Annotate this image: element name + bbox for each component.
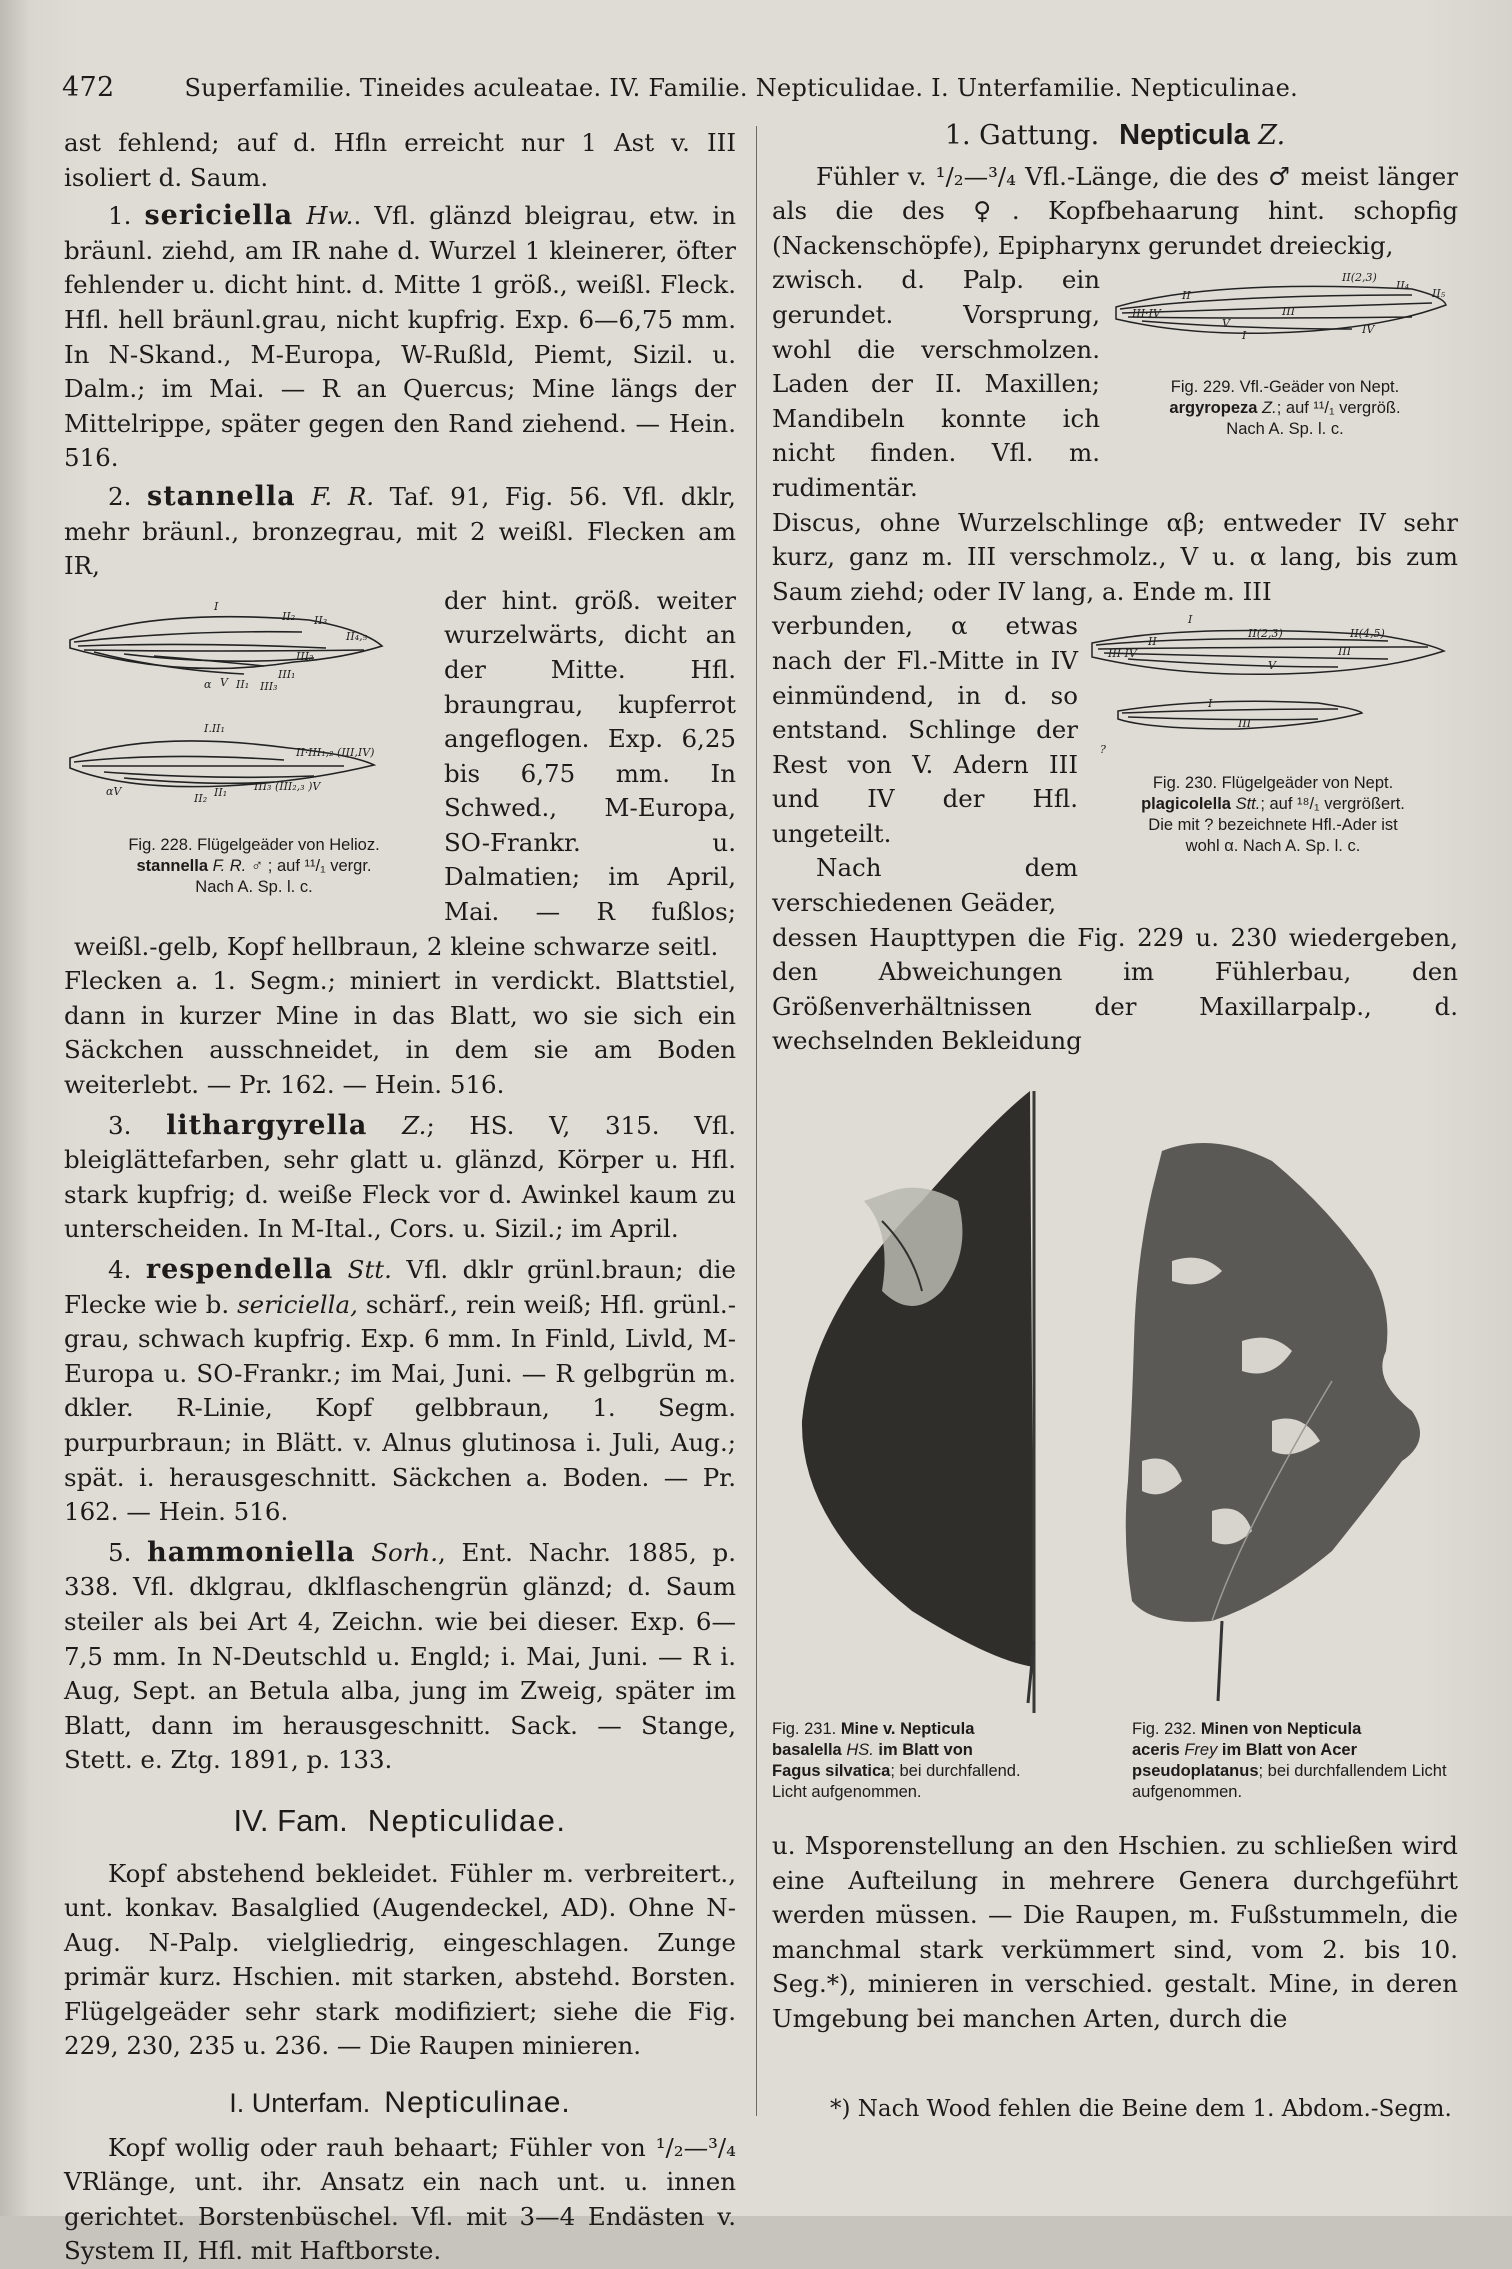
acer-leaf — [1126, 1143, 1420, 1622]
figure-229-wing-venation — [1112, 267, 1458, 367]
svg-text:II(4,5): II(4,5) — [1350, 627, 1385, 641]
species-3-name: lithargyrella — [166, 1109, 368, 1141]
svg-text:α: α — [204, 677, 212, 691]
species-4-entry: 4. respendella Stt. Vfl. dklr grünl.braun; die Flecke wie b. sericiella, schärf., rein weiß; Hfl. grünl.-grau, schwach kupfrig. Exp. 6 mm. In Finld, Livld, M-Europa u. SO-Frankr.; im Mai, Juni. — R gelbgrün m. dkler. R-Linie, Kopf gelbbraun, 1. Segm. purpurbraun; in Blätt. v. Alnus glutinosa i. Juli, Aug.; spät. i. herausgeschnitt. Säckchen a. Boden. — Pr. 162. — Hein. 516. — [64, 1254, 737, 1527]
svg-text:V: V — [1222, 317, 1230, 331]
family-description: Kopf abstehend bekleidet. Fühler m. verbreitert., unt. konkav. Basalglied (Augendeckel, AD). Ohne N-Aug. N-Palp. vielgliedrig, eingeschlagen. Zunge primär kurz. Hschien. mit starken, abstehd. Borsten. Flügelgeäder sehr stark modifiziert; siehe die Fig. 229, 230, 235 u. 236. — Die Raupen minieren. — [64, 1858, 736, 2061]
genus-paragraph-2a: Nach dem verschiedenen Geäder, — [772, 853, 1078, 918]
svg-text:II₄: II₄ — [1396, 279, 1410, 293]
svg-text:III₂: III₂ — [296, 649, 314, 663]
svg-text:I: I — [214, 599, 219, 613]
species-4-name: respendella — [145, 1254, 334, 1285]
right-column — [772, 118, 1458, 2037]
svg-text:II₃: II₃ — [314, 613, 328, 627]
intro-paragraph: ast fehlend; auf d. Hfln erreicht nur 1 Ast v. III isoliert d. Saum. — [64, 128, 736, 192]
svg-text:III·IV: III·IV — [1132, 307, 1161, 321]
svg-text:V: V — [220, 675, 228, 689]
figure-230-caption: Fig. 230. Flügelgeäder von Nept. plagicolella Stt.; auf ¹⁸/₁ vergrößert. Die mit ? bezeichnete Hfl.-Ader ist wohl α. Nach A. Sp. l. c. — [1141, 773, 1405, 855]
figure-230-wing-venation — [1088, 613, 1458, 763]
figure-228 — [64, 590, 444, 899]
family-heading: IV. Fam. Nepticulidae. — [233, 1802, 567, 1838]
fagus-leaf-half — [802, 1091, 1034, 1667]
svg-text:I: I — [1242, 329, 1247, 343]
svg-text:II·III₁,₂ (III,IV): II·III₁,₂ (III,IV) — [296, 745, 375, 759]
photo-captions — [772, 1719, 1458, 1803]
species-2-entry-end: Flecken a. 1. Segm.; miniert in verdickt. Blattstiel, dann in kurzer Mine in das Blatt, wo sie sich ein Säckchen ausschneidet, in dem sie am Boden weiterlebt. — Pr. 162. — Hein. 516. — [64, 966, 736, 1100]
figure-229-caption: Fig. 229. Vfl.-Geäder von Nept. argyropeza Z.; auf ¹¹/₁ vergröß. Nach A. Sp. l. c. — [1169, 377, 1401, 438]
genus-heading: 1. Gattung. Nepticula Z. — [944, 119, 1286, 151]
svg-text:II: II — [1148, 635, 1157, 649]
svg-text:II₄,₅: II₄,₅ — [346, 629, 368, 643]
svg-text:II₂: II₂ — [282, 609, 296, 623]
svg-text:III: III — [1282, 305, 1296, 319]
running-header — [62, 72, 1342, 103]
species-1-name: sericiella — [144, 200, 294, 232]
figure-228-caption: Fig. 228. Flügelgeäder von Helioz. stannella F. R. ♂ ; auf ¹¹/₁ vergr. Nach A. Sp. l. c. — [128, 836, 380, 897]
page-number: 472 — [62, 72, 115, 103]
subfamily-heading: I. Unterfam. Nepticulinae. — [229, 2086, 571, 2120]
svg-text:II₅: II₅ — [1432, 287, 1446, 301]
species-3-entry: 3. lithargyrella Z.; HS. V, 315. Vfl. bleiglättefarben, sehr glatt u. glänzd, Körper u. Hfl. stark kupfrig; d. weiße Fleck vor d. Awinkel kaum zu unterscheiden. In M-Ital., Cors. u. Sizil.; im April. — [64, 1109, 736, 1244]
species-2-name: stannella — [147, 480, 296, 512]
f229-wing-outline — [1116, 287, 1446, 337]
genus-paragraph-1d: verbunden, α etwas nach der Fl.-Mitte in IV einmündend, in d. so entstand. Schlinge der Rest von V. Adern III und IV der Hfl. ungeteilt. — [772, 611, 1078, 848]
genus-paragraph-1c: Discus, ohne Wurzelschlinge αβ; entweder IV sehr kurz, ganz m. III verschmolz., V u. α lang, bis zum Saum ziehd; oder IV lang, a. Ende m. III — [772, 507, 1458, 606]
svg-text:?: ? — [1100, 743, 1106, 757]
species-2-entry-cont: der hint. größ. weiter wurzelwärts, dicht an der Mitte. Hfl. braungrau, kupferrot angeflogen. Exp. 6,25 bis 6,75 mm. In Schwed., M-Europa, SO-Frankr. u. Dalmatien; im April, Mai. — R fußlos; weißl.-gelb, Kopf hellbraun, 2 kleine schwarze seitl. — [74, 585, 736, 961]
leaf-photographs — [772, 1081, 1458, 1713]
genus-paragraph-1b: zwisch. d. Palp. ein gerundet. Vorsprung, wohl die verschmolzen. Laden der II. Maxillen; Mandibeln konnte ich nicht finden. Vfl. m. rudimentär. — [772, 265, 1100, 502]
svg-text:III₁: III₁ — [278, 667, 296, 681]
left-column — [64, 126, 736, 2269]
svg-text:II₁: II₁ — [214, 785, 228, 799]
svg-text:II₂: II₂ — [194, 791, 208, 805]
svg-text:αV: αV — [106, 784, 122, 798]
leaf-photographs-art — [772, 1081, 1458, 1713]
species-2-entry-start: 2. stannella F. R. Taf. 91, Fig. 56. Vfl. dklr, mehr bräunl., bronzegrau, mit 2 weißl. Flecken am IR, — [64, 480, 736, 581]
figure-231-caption: Fig. 231. Mine v. Nepticula basalella HS. im Blatt von Fagus silvatica; bei durchfallend. Licht aufgenommen. — [772, 1720, 1021, 1802]
figure-229 — [1112, 267, 1458, 440]
svg-text:III·IV: III·IV — [1108, 647, 1137, 661]
footnote: *) Nach Wood fehlen die Beine dem 1. Abdom.-Segm. — [830, 2096, 1452, 2122]
svg-text:I.II₁: I.II₁ — [204, 721, 225, 735]
figure-232-caption: Fig. 232. Minen von Nepticula aceris Frey im Blatt von Acer pseudoplatanus; bei durchfallendem Licht aufgenommen. — [1132, 1720, 1447, 1802]
species-5-name: hammoniella — [147, 1536, 356, 1568]
column-divider — [756, 126, 757, 2116]
svg-text:II: II — [1182, 289, 1191, 303]
genus-paragraph-3: u. Msporenstellung an den Hschien. zu schließen wird eine Aufteilung in mehrere Genera durchgeführt werden müssen. — Die Raupen, m. Fußstummeln, die manchmal stark verkümmert sind, vom 2. bis 10. Seg.*), minieren in verschied. gestalt. Mine, in deren Umgebung bei manchen Arten, durch die — [772, 1831, 1458, 2033]
figure-230 — [1088, 613, 1458, 857]
svg-text:IV: IV — [1362, 323, 1375, 337]
svg-text:III₃: III₃ — [260, 679, 278, 693]
genus-paragraph-1a: Fühler v. ¹/₂—³/₄ Vfl.-Länge, die des ♂ meist länger als die des ♀. Kopfbehaarung hint. schopfig (Nackenschöpfe), Epipharynx gerundet dreieckig, — [772, 161, 1458, 260]
svg-text:III: III — [1338, 645, 1352, 659]
svg-text:III₃ (III₂,₃ )V: III₃ (III₂,₃ )V — [254, 779, 321, 793]
figure-228-wing-venation — [64, 590, 444, 822]
running-title: Superfamilie. Tineides aculeatae. IV. Familie. Nepticulidae. I. Unterfamilie. Nepticulinae. — [184, 74, 1299, 102]
subfamily-description: Kopf wollig oder rauh behaart; Fühler von ¹/₂—³/₄ VRlänge, unt. ihr. Ansatz ein nach unt. u. innen gerichtet. Borstenbüschel. Vfl. mit 3—4 Endästen v. System II, Hfl. mit Haftborste. — [64, 2132, 736, 2266]
svg-text:III: III — [1238, 717, 1252, 731]
svg-text:II(2,3): II(2,3) — [1248, 627, 1283, 641]
svg-text:V: V — [1268, 659, 1276, 673]
species-1-entry: 1. sericiella Hw.. Vfl. glänzd bleigrau, etw. in bräunl. ziehd, am IR nahe d. Wurzel 1 kleinerer, öfter fehlender u. dicht hint. d. Mitte 1 größ., weißl. Fleck. Hfl. hell bräunl.grau, nicht kupfrig. Exp. 6—6,75 mm. In N-Skand., M-Europa, W-Rußld, Piemt, Sizil. u. Dalm.; im Mai. — R an Quercus; Mine längs der Mittelrippe, später gegen den Rand ziehend. — Hein. 516. — [64, 200, 736, 473]
svg-text:I: I — [1188, 613, 1193, 627]
genus-paragraph-2b: dessen Haupttypen die Fig. 229 u. 230 wiedergeben, den Abweichungen im Fühlerbau, den Größenverhältnissen der Maxillarpalp., d. wechselnden Bekleidung — [772, 922, 1458, 1056]
svg-text:II₁: II₁ — [236, 677, 250, 691]
species-5-entry: 5. hammoniella Sorh., Ent. Nachr. 1885, p. 338. Vfl. dklgrau, dklflaschengrün glänzd; d. Saum steiler als bei Art 4, Zeichn. wie bei dieser. Exp. 6—7,5 mm. In N-Deutschld u. Engld; i. Mai, Juni. — R i. Aug, Sept. an Betula alba, jung im Zweig, später im Blatt, dann im herausgeschnitt. Sack. — Stange, Stett. e. Ztg. 1891, p. 133. — [64, 1536, 736, 1775]
svg-text:I: I — [1208, 697, 1213, 711]
svg-text:II(2,3): II(2,3) — [1342, 271, 1377, 285]
